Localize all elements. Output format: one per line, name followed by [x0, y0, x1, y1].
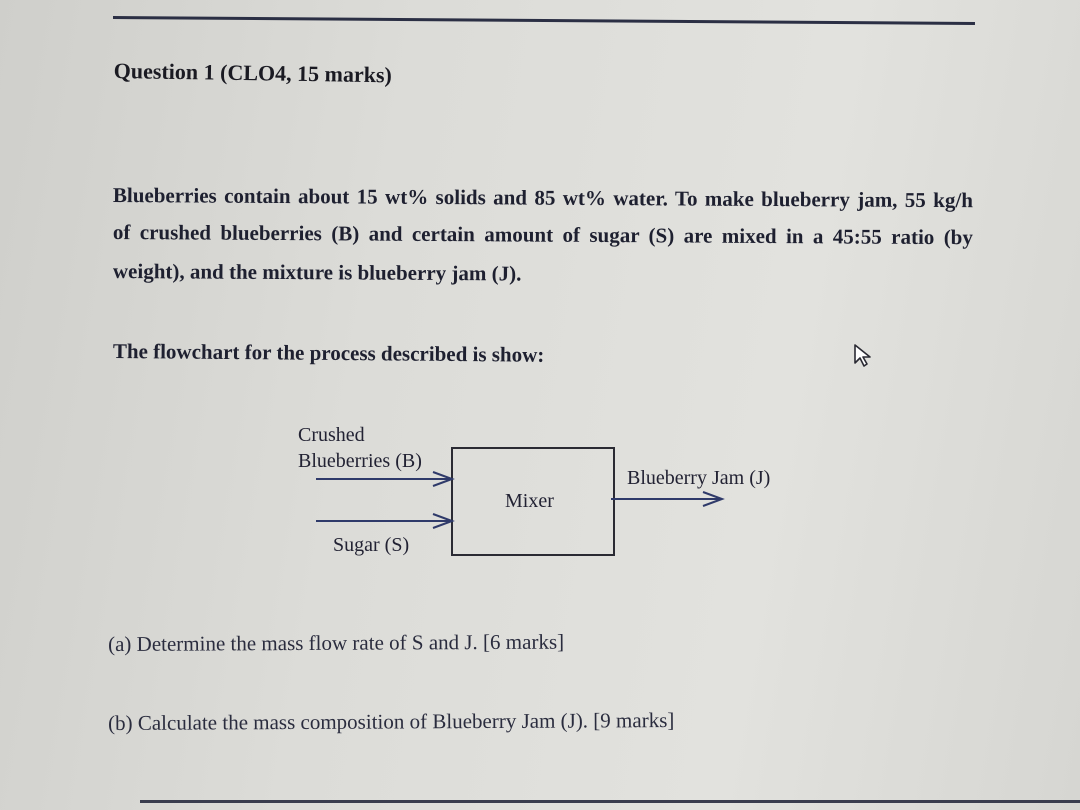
problem-text-line-1: Blueberries contain about 15 wt% solids and 85 wt% water. To make blueberry jam, 55 kg/h	[112, 183, 973, 213]
input-label-blueberries: Blueberries (B)	[298, 450, 422, 472]
mixer-label: Mixer	[505, 490, 554, 512]
problem-text-line-2: of crushed blueberries (B) and certain amount of sugar (S) are mixed in a 45:55 ratio (by	[112, 220, 973, 250]
question-title: Question 1 (CLO4, 15 marks)	[113, 58, 393, 88]
input-label-sugar: Sugar (S)	[333, 534, 410, 556]
problem-text-line-3: weight), and the mixture is blueberry jam (J).	[112, 259, 522, 286]
bottom-divider	[140, 800, 1080, 803]
mouse-pointer-icon	[853, 343, 875, 374]
part-b: (b) Calculate the mass composition of Blueberry Jam (J). [9 marks]	[108, 708, 675, 735]
flowchart-intro: The flowchart for the process described is show:	[112, 339, 545, 367]
input-label-crushed: Crushed	[298, 424, 365, 446]
part-a: (a) Determine the mass flow rate of S and J. [6 marks]	[108, 629, 565, 656]
output-label: Blueberry Jam (J)	[627, 467, 771, 489]
